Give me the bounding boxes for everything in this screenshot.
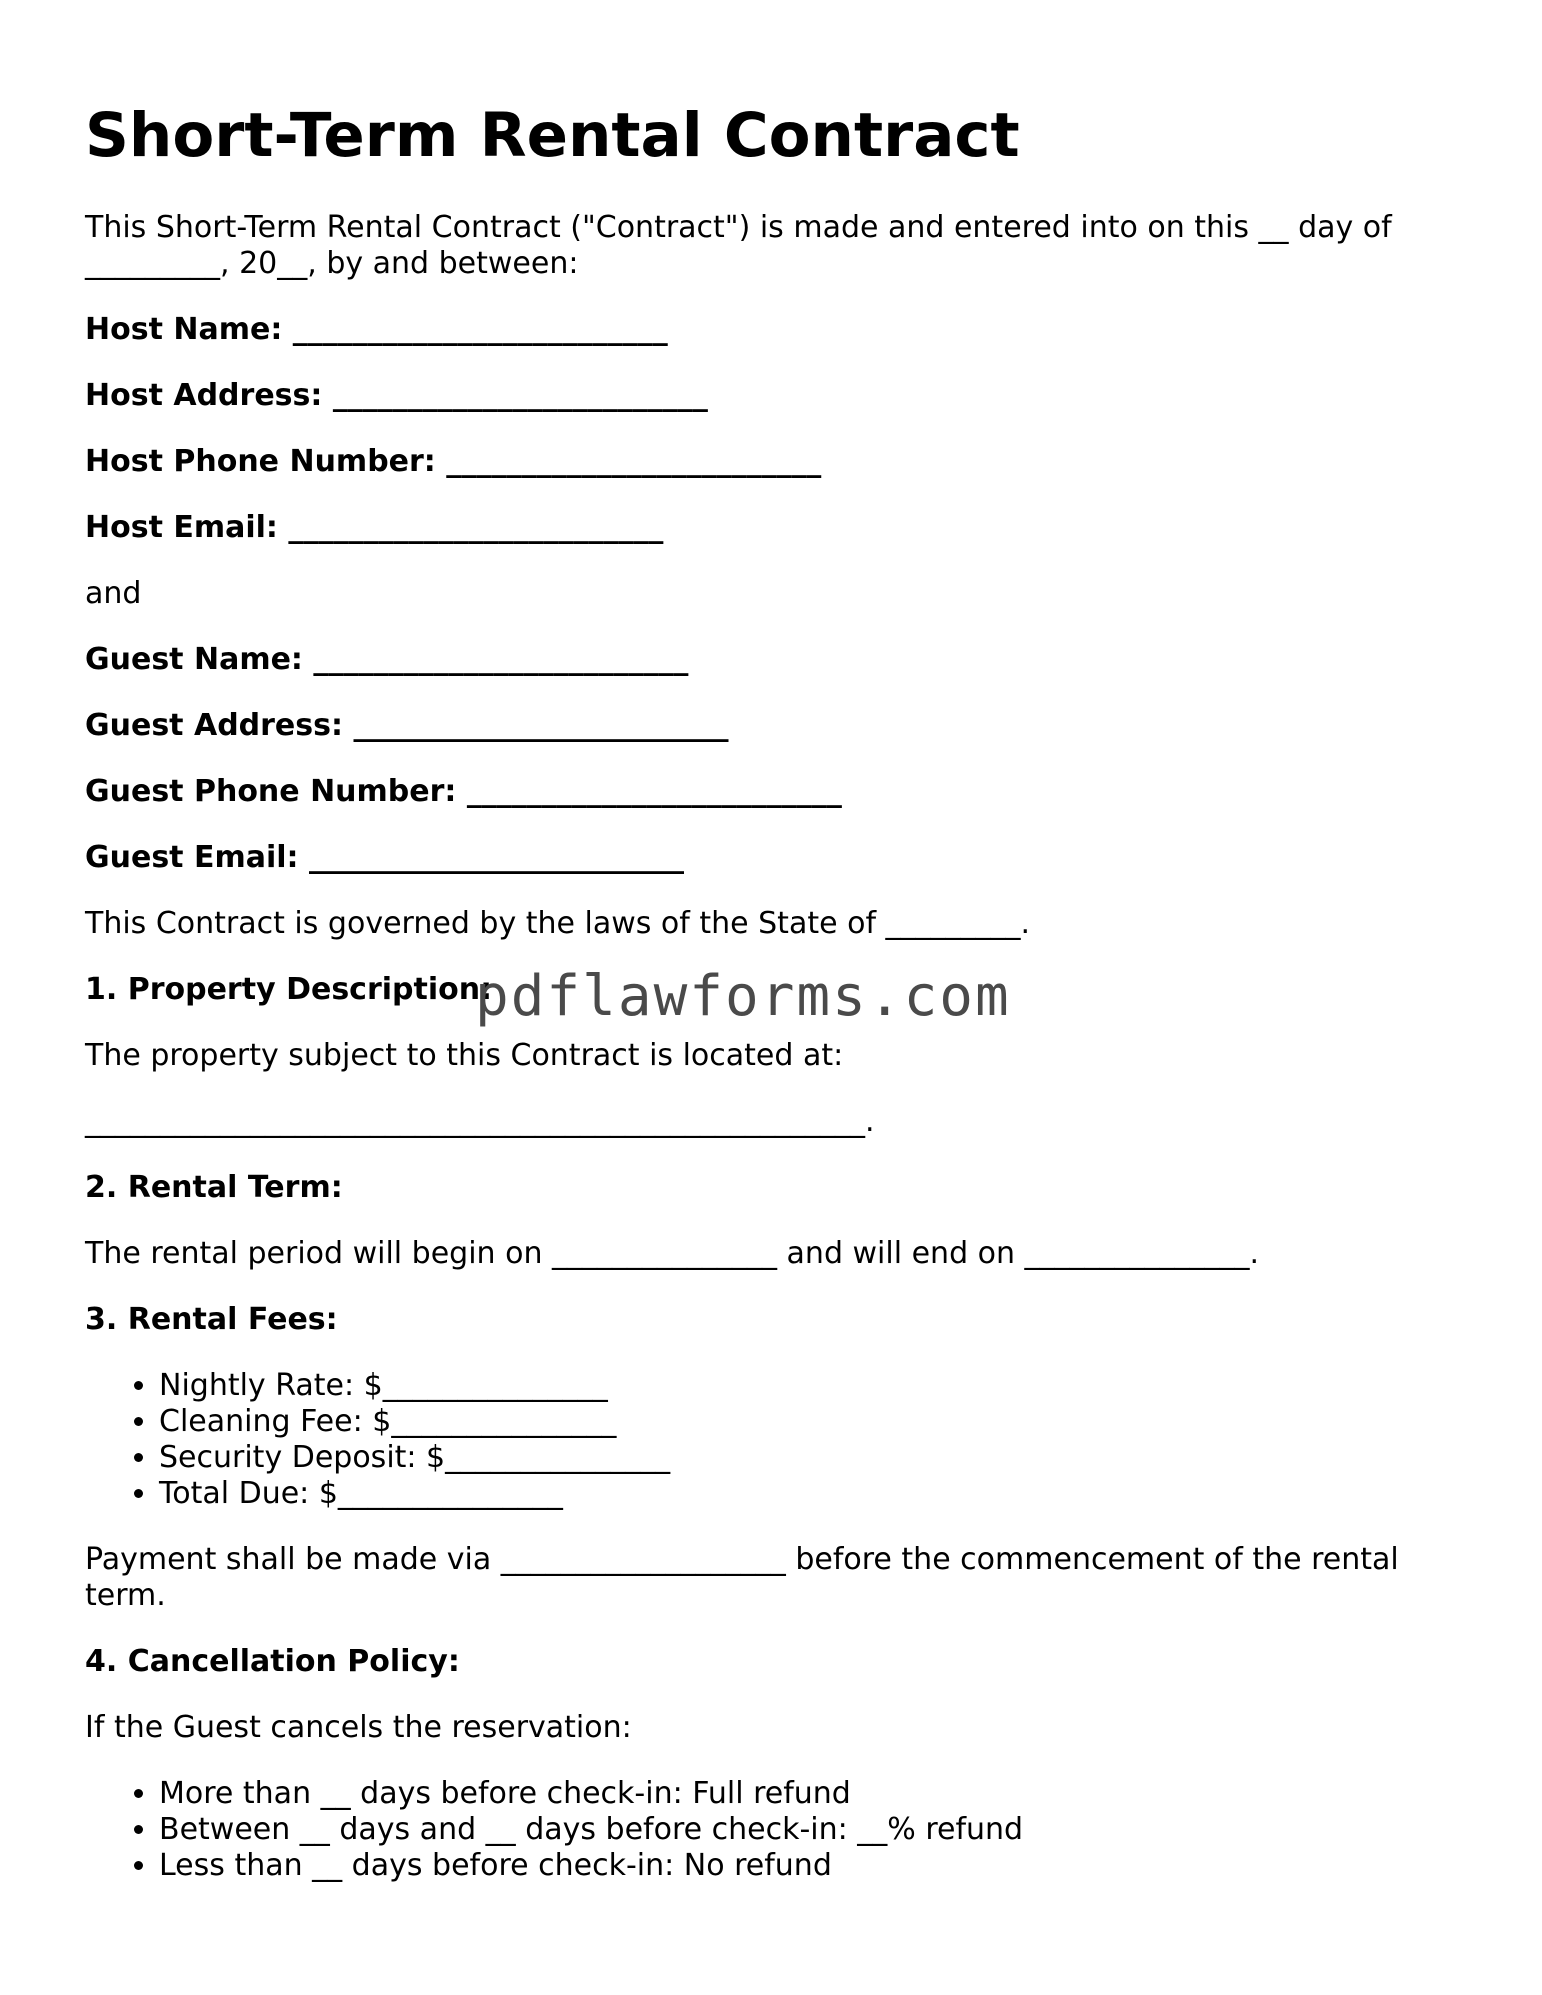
section-heading-cancellation: 4. Cancellation Policy: [85,1644,460,1679]
cancellation-item-no-refund: • Less than __ days before check-in: No refund [159,1848,1465,1884]
governing-law-text: This Contract is governed by the laws of the State of _________. [85,906,1031,941]
host-address-blank: _________________________ [332,378,708,413]
fee-item-nightly-rate: • Nightly Rate: $_______________ [159,1368,1465,1404]
cancellation-text: If the Guest cancels the reservation: [85,1710,632,1745]
guest-name-label: Guest Name: [85,642,303,677]
guest-phone-blank: _________________________ [466,774,842,809]
host-phone-label: Host Phone Number: [85,444,436,479]
guest-name-blank: _________________________ [313,642,689,677]
conjunction-text: and [85,576,142,611]
payment-text: Payment shall be made via ___________________ before the commencement of the rental term. [85,1542,1399,1613]
section-heading-term: 2. Rental Term: [85,1170,343,1205]
cancellation-list [85,1776,1465,1884]
guest-email-field [85,840,1465,876]
host-name-blank: _________________________ [292,312,668,347]
guest-name-field [85,642,1465,678]
guest-phone-field [85,774,1465,810]
property-address-blank: ____________________________________________________. [85,1104,875,1139]
host-address-label: Host Address: [85,378,323,413]
host-name-field [85,312,1465,348]
host-phone-field [85,444,1465,480]
cancellation-item-partial-refund: • Between __ days and __ days before check-in: __% refund [159,1812,1465,1848]
section-heading-property: 1. Property Description: [85,972,493,1007]
fee-item-security-deposit: • Security Deposit: $_______________ [159,1440,1465,1476]
watermark-text: pdflawforms.com [475,964,1011,1029]
guest-phone-label: Guest Phone Number: [85,774,457,809]
intro-paragraph: This Short-Term Rental Contract ("Contract") is made and entered into on this __ day of _________, 20__, by and between: [85,210,1392,281]
host-email-label: Host Email: [85,510,278,545]
guest-address-blank: _________________________ [353,708,729,743]
guest-address-label: Guest Address: [85,708,343,743]
guest-address-field [85,708,1465,744]
host-address-field [85,378,1465,414]
page-title: Short-Term Rental Contract [85,100,1020,171]
fee-item-cleaning-fee: • Cleaning Fee: $_______________ [159,1404,1465,1440]
host-name-label: Host Name: [85,312,283,347]
term-text: The rental period will begin on _______________ and will end on _______________. [85,1236,1260,1271]
fee-item-total-due: • Total Due: $_______________ [159,1476,1465,1512]
host-email-field [85,510,1465,546]
section-heading-fees: 3. Rental Fees: [85,1302,338,1337]
fees-list [85,1368,1465,1512]
guest-email-blank: _________________________ [308,840,684,875]
guest-email-label: Guest Email: [85,840,299,875]
host-email-blank: _________________________ [288,510,664,545]
host-phone-blank: _________________________ [446,444,822,479]
property-text: The property subject to this Contract is located at: [85,1038,844,1073]
cancellation-item-full-refund: • More than __ days before check-in: Full refund [159,1776,1465,1812]
